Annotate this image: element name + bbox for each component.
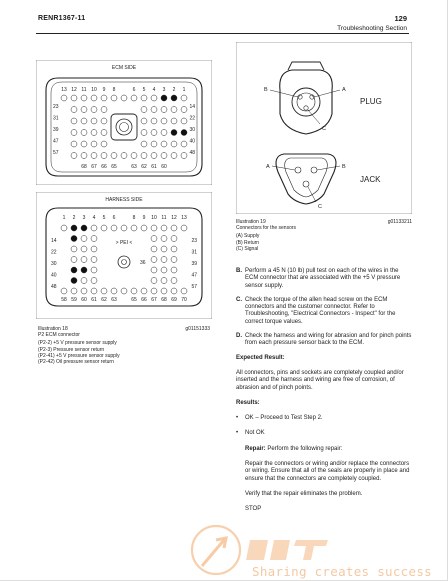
illustration-19-caption (236, 219, 412, 252)
ecm-pin-socket (91, 95, 97, 101)
ecm-center-bolt (111, 114, 137, 140)
ecm-pin-socket (141, 118, 147, 124)
ecm-pin-socket (151, 118, 157, 124)
ecm-pin-socket (101, 95, 107, 101)
ecm-pin-socket (111, 153, 117, 159)
ecm-pin-socket (141, 141, 147, 147)
ecm-pin-socket (171, 141, 177, 147)
jack-label: JACK (360, 175, 381, 184)
harness-pin-socket (171, 257, 177, 263)
harness-pin-socket (171, 236, 177, 242)
ecm-pin-socket (171, 107, 177, 113)
ecm-pin-socket (141, 153, 147, 159)
ecm-pin-label: 9 (102, 87, 106, 93)
procedure-text (236, 268, 412, 522)
illustration-18-subtitle: P2 ECM connector (38, 332, 80, 339)
harness-pin-socket (111, 288, 117, 294)
document-id: RENR1367-11 (38, 15, 86, 22)
harness-pin-socket (121, 288, 127, 294)
harness-pin-label: 66 (141, 297, 147, 303)
ecm-pin-socket (91, 130, 97, 136)
harness-pin-socket (161, 267, 167, 273)
ecm-pin-label: 60 (161, 164, 167, 170)
ecm-pin-label: 6 (132, 87, 136, 93)
ecm-pin-label: 66 (101, 164, 107, 170)
harness-pin-socket (81, 246, 87, 252)
ecm-pin-socket (81, 95, 87, 101)
ecm-pin-socket (71, 118, 77, 124)
harness-pin-label: 70 (181, 297, 187, 303)
jack-callout-a: A (266, 164, 270, 170)
ecm-pin-socket (121, 95, 127, 101)
ecm-pin-socket (131, 95, 137, 101)
ecm-pin-socket (181, 153, 187, 159)
harness-pin-socket (131, 225, 137, 231)
harness-pin-socket (71, 236, 77, 242)
harness-pin-socket (81, 225, 87, 231)
ecm-pin-socket (181, 141, 187, 147)
harness-pin-label: 57 (191, 284, 197, 290)
harness-pin-socket (71, 225, 77, 231)
expected-result-text: All connectors, pins and sockets are completely coupled and/or inserted and the harness and wiring are free of corrosion, of abrasion and of pinch points. (236, 369, 404, 391)
ecm-pin-label: 22 (189, 115, 195, 122)
illustration-18-item: (P2-42) Oil pressure sensor return (38, 359, 114, 366)
jack-callout-c: C (318, 204, 322, 210)
ecm-pin-label: 23 (53, 104, 59, 110)
harness-pin-socket (91, 225, 97, 231)
illustration-19-id: g01133211 (387, 219, 412, 225)
section-title: Troubleshooting Section (337, 25, 407, 32)
ecm-pin-socket (71, 141, 77, 147)
ecm-pin-socket (181, 118, 187, 124)
harness-pin-socket (171, 278, 177, 284)
ecm-pin-socket (141, 95, 147, 101)
harness-pin-label: 47 (191, 272, 197, 279)
illustration-18-label: Illustration 18 (38, 326, 68, 332)
harness-pin-socket (71, 246, 77, 252)
watermark-slogan: Sharing creates success (252, 564, 432, 579)
ecm-pin-socket (101, 153, 107, 159)
result-ok-text: OK – Proceed to Test Step 2. (245, 415, 323, 422)
ecm-pin-label: 11 (81, 87, 87, 93)
ecm-pin-socket (101, 107, 107, 113)
illustration-18-item: (P2-41) +5 V pressure sensor supply (38, 352, 120, 359)
ecm-pin-socket (141, 130, 147, 136)
harness-pin-label: 31 (191, 249, 197, 256)
harness-pin-socket (181, 225, 187, 231)
ecm-pin-socket (91, 107, 97, 113)
harness-pin-label: 8 (132, 215, 136, 221)
ecm-pin-socket (91, 141, 97, 147)
harness-pin-socket (161, 236, 167, 242)
ecm-pin-socket (151, 95, 157, 101)
ecm-pin-socket (121, 153, 127, 159)
harness-pin-socket (81, 267, 87, 273)
ecm-pin-label: 31 (53, 115, 59, 122)
harness-pin-socket (161, 288, 167, 294)
step-letter: D. (236, 333, 242, 340)
result-not-ok (236, 430, 412, 437)
ecm-pin-label: 10 (91, 87, 97, 93)
ecm-pin-socket (131, 153, 137, 159)
ecm-pin-label: 65 (111, 164, 117, 170)
harness-pin-socket (141, 288, 147, 294)
harness-pin-socket (91, 288, 97, 294)
ecm-pin-socket (181, 95, 187, 101)
header-rule (36, 33, 409, 34)
harness-side-title: HARNESS SIDE (105, 197, 143, 203)
ecm-pin-socket (181, 107, 187, 113)
step-letter: C. (236, 296, 242, 303)
harness-pin-socket (71, 267, 77, 273)
harness-pin-socket (171, 246, 177, 252)
plug-callout-b: B (264, 87, 268, 93)
ecm-pin-socket (71, 107, 77, 113)
ecm-pin-label: 47 (53, 138, 59, 145)
repair-line (236, 446, 412, 453)
result-not-ok-text: Not OK (245, 430, 265, 437)
harness-pin-label: 59 (71, 297, 77, 303)
harness-pin-label: 67 (151, 297, 157, 303)
harness-pin-socket (111, 225, 117, 231)
ecm-pin-label: 67 (91, 164, 97, 170)
ecm-pin-socket (71, 153, 77, 159)
page-header (337, 14, 407, 32)
harness-pin-socket (91, 257, 97, 263)
harness-pin-socket (171, 267, 177, 273)
harness-pin-label: 48 (51, 284, 57, 290)
results-heading: Results: (236, 399, 260, 406)
harness-pin-label: 5 (102, 215, 106, 221)
ecm-pin-socket (81, 130, 87, 136)
harness-pin-label: 60 (81, 297, 87, 303)
sensor-connector-figure (236, 42, 412, 214)
ecm-pin-socket (161, 141, 167, 147)
jack-connector-drawing (272, 154, 340, 204)
illustration-18-item: (P2-3) Pressure sensor return (38, 346, 105, 353)
ecm-pin-label: 39 (53, 127, 59, 133)
harness-pin-socket (61, 288, 67, 294)
harness-pin-label: 3 (82, 215, 86, 221)
jack-callout-b: B (342, 164, 346, 170)
harness-pin-socket (141, 225, 147, 231)
illustration-18-caption (38, 326, 210, 365)
harness-pin-label: 68 (161, 297, 167, 303)
ecm-pin-socket (181, 130, 187, 136)
harness-pin-socket (151, 257, 157, 263)
step-text: Perform a 45 N (10 lb) pull test on each of the wires in the ECM connector that are associated with the +5 V pressure sensor supply. (245, 268, 401, 289)
harness-pin-label: 4 (92, 215, 96, 221)
plug-label: PLUG (360, 97, 382, 106)
ecm-pin-label: 4 (152, 87, 156, 93)
ecm-pin-socket (71, 130, 77, 136)
ecm-pin-label: 3 (162, 87, 166, 93)
repair-label: Repair: (245, 445, 266, 452)
ecm-pin-socket (161, 107, 167, 113)
ecm-pin-socket (81, 141, 87, 147)
ecm-pin-label: 14 (189, 104, 195, 110)
plug-callout-a: A (342, 87, 346, 93)
page-number: 129 (394, 14, 407, 23)
harness-center-label: > PEI < (115, 240, 133, 246)
harness-pin-socket (171, 225, 177, 231)
harness-pin-socket (81, 278, 87, 284)
illustration-19-label: Illustration 19 (236, 219, 266, 225)
harness-pin-socket (161, 225, 167, 231)
illustration-19-item: (C) Signal (236, 245, 259, 252)
result-ok (236, 415, 412, 422)
harness-pin-socket (171, 288, 177, 294)
illustration-19-subtitle: Connectors for the sensors (236, 225, 297, 232)
ecm-pin-socket (151, 153, 157, 159)
harness-pin-label: 1 (62, 215, 66, 221)
harness-pin-label: 2 (72, 215, 76, 221)
ecm-pin-socket (101, 141, 107, 147)
harness-pin-socket (151, 288, 157, 294)
step-c (236, 297, 412, 326)
verify-text: Verify that the repair eliminates the problem. (245, 490, 363, 497)
harness-pin-label: 63 (111, 297, 117, 303)
harness-pin-label: 23 (191, 238, 197, 244)
harness-pin-socket (71, 278, 77, 284)
bullet-icon: • (236, 415, 239, 422)
ecm-pin-socket (101, 130, 107, 136)
harness-pin-label: 30 (51, 261, 57, 267)
ecm-pin-socket (171, 153, 177, 159)
harness-pin-socket (101, 288, 107, 294)
ecm-pin-label: 63 (131, 164, 137, 170)
ecm-pin-socket (81, 153, 87, 159)
ecm-pin-socket (61, 95, 67, 101)
ecm-pin-label: 40 (189, 138, 195, 145)
ecm-side-figure (36, 60, 212, 185)
harness-pin-label: 39 (191, 261, 197, 267)
illustration-18-item: (P2-2) +5 V pressure sensor supply (38, 340, 117, 347)
ecm-pin-label: 2 (172, 87, 176, 93)
harness-pin-socket (161, 257, 167, 263)
harness-pin-socket (91, 236, 97, 242)
illustration-19-item: (B) Return (236, 239, 260, 246)
illustration-18-id: g01151333 (185, 326, 210, 332)
harness-pin-socket (81, 236, 87, 242)
harness-pin-label: 40 (51, 272, 57, 279)
ecm-pin-label: 12 (71, 87, 77, 93)
ecm-pin-socket (91, 118, 97, 124)
ecm-pin-socket (161, 118, 167, 124)
ecm-pin-label: 1 (182, 87, 186, 93)
bullet-icon: • (236, 430, 239, 437)
harness-pin-label: 6 (112, 215, 116, 221)
step-letter: B. (236, 268, 242, 274)
illustration-19-item: (A) Supply (236, 233, 260, 240)
harness-pin-socket (71, 257, 77, 263)
harness-pin-label: 22 (51, 249, 57, 256)
ecm-pin-socket (111, 95, 117, 101)
harness-pin-socket (151, 225, 157, 231)
harness-pin-label: 62 (101, 297, 107, 303)
ecm-pin-label: 57 (53, 150, 59, 156)
ecm-pin-label: 30 (189, 127, 195, 133)
ecm-pin-socket (161, 95, 167, 101)
ecm-pin-label: 68 (81, 164, 87, 170)
harness-pin-label: 65 (131, 297, 137, 303)
harness-pin-socket (71, 288, 77, 294)
harness-pin-label: 13 (181, 215, 187, 221)
harness-pin-socket (151, 267, 157, 273)
harness-pin-socket (91, 278, 97, 284)
plug-connector-drawing (270, 62, 340, 134)
harness-pin-label: 58 (61, 297, 67, 303)
repair-intro: Perform the following repair: (267, 445, 343, 452)
harness-center-pin: 36 (140, 260, 146, 266)
ecm-pin-socket (151, 107, 157, 113)
expected-result-heading: Expected Result: (236, 354, 285, 361)
harness-pin-socket (101, 225, 107, 231)
ecm-pin-socket (171, 130, 177, 136)
repair-text: Repair the connectors or wiring and/or replace the connectors or wiring. Ensure that all of the seals are properly in place and ensure that the connectors are completely coupled. (245, 461, 410, 482)
harness-pin-socket (151, 278, 157, 284)
step-d (236, 333, 412, 348)
harness-pin-socket (61, 225, 67, 231)
harness-pin-label: 14 (51, 238, 57, 244)
ecm-pin-socket (81, 107, 87, 113)
ecm-pin-socket (151, 130, 157, 136)
harness-pin-label: 69 (171, 297, 177, 303)
ecm-pin-label: 62 (141, 164, 147, 170)
harness-pin-label: 12 (171, 215, 177, 221)
ecm-pin-socket (171, 118, 177, 124)
stop-text: STOP (245, 506, 262, 513)
harness-pin-socket (161, 246, 167, 252)
plug-callout-c: C (322, 126, 326, 132)
harness-pin-label: 11 (161, 215, 167, 221)
ecm-pin-socket (81, 118, 87, 124)
ecm-pin-socket (91, 153, 97, 159)
ecm-pin-socket (141, 107, 147, 113)
harness-pin-label: 10 (151, 215, 157, 221)
step-b (236, 268, 412, 290)
ecm-pin-label: 5 (142, 87, 146, 93)
step-text: Check the torque of the allen head screw on the ECM connectors and the customer connector. Refer to Troubleshooting, "Electrical Connectors - Inspect" for the correct torque values. (245, 296, 396, 325)
harness-pin-socket (151, 236, 157, 242)
harness-pin-socket (91, 246, 97, 252)
ecm-pin-label: 8 (112, 87, 116, 93)
ecm-pin-label: 61 (151, 164, 157, 170)
harness-pin-socket (161, 278, 167, 284)
ecm-side-title: ECM SIDE (111, 65, 137, 71)
ecm-pin-socket (71, 95, 77, 101)
ecm-pin-socket (151, 141, 157, 147)
harness-pin-socket (91, 267, 97, 273)
harness-side-figure (36, 192, 212, 319)
ecm-pin-socket (101, 118, 107, 124)
harness-pin-socket (131, 288, 137, 294)
harness-pin-label: 61 (91, 297, 97, 303)
harness-pin-socket (81, 257, 87, 263)
harness-pin-socket (181, 288, 187, 294)
ecm-pin-socket (161, 130, 167, 136)
step-text: Check the harness and wiring for abrasion and for pinch points from each pressure sensor back to the ECM. (245, 333, 412, 347)
harness-pin-socket (121, 225, 127, 231)
harness-pin-label: 9 (142, 215, 146, 221)
harness-pin-socket (151, 246, 157, 252)
harness-pin-socket (81, 288, 87, 294)
ecm-pin-socket (161, 153, 167, 159)
ecm-pin-socket (171, 95, 177, 101)
ecm-pin-label: 13 (61, 87, 67, 93)
ecm-pin-label: 48 (189, 150, 195, 156)
